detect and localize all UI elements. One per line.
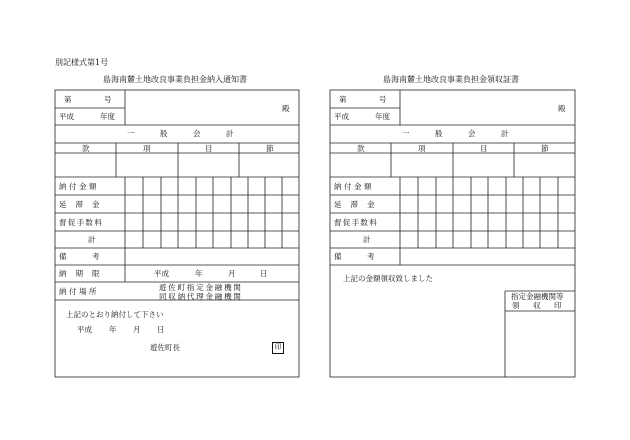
right-note: 上記の金額領収致しました (343, 274, 433, 283)
left-row-amount: 納付金額 (59, 182, 99, 191)
left-date-day: 日 (157, 325, 165, 334)
right-header-kou: 項 (418, 144, 426, 153)
left-issuer: 遊佐町長 (150, 343, 180, 352)
left-place-1: 遊佐町指定金融機関 (159, 283, 243, 292)
right-account: 一 般 会 計 (402, 129, 518, 138)
right-row-late-fee: 延滞金 (334, 200, 384, 209)
right-year-prefix: 平成 (334, 112, 349, 121)
left-no-suffix: 号 (104, 95, 112, 104)
left-row-late-fee: 延滞金 (59, 200, 109, 209)
left-year-prefix: 平成 (59, 112, 74, 121)
left-header-moku: 目 (205, 144, 213, 153)
right-stamp-line-2: 領 収 印 (512, 301, 565, 310)
right-header-moku: 目 (480, 144, 488, 153)
left-due-era: 平成 (154, 269, 169, 278)
left-year-suffix: 年度 (100, 112, 115, 121)
right-year-suffix: 年度 (375, 112, 390, 121)
right-stamp-line-1: 指定金融機関等 (511, 292, 564, 301)
right-header-setsu: 節 (541, 144, 549, 153)
right-addressee-suffix: 殿 (558, 104, 566, 113)
left-header-kan: 款 (82, 144, 90, 153)
right-row-amount: 納付金額 (334, 182, 374, 191)
right-row-reminder-fee: 督促手数料 (334, 218, 378, 227)
left-due-month: 月 (228, 269, 236, 278)
left-remarks-label: 備 考 (59, 252, 109, 261)
left-date-era: 平成 (77, 325, 92, 334)
left-account: 一 般 会 計 (127, 129, 243, 138)
left-header-kou: 項 (143, 144, 151, 153)
left-date-month: 月 (133, 325, 141, 334)
left-row-reminder-fee: 督促手数料 (59, 218, 103, 227)
left-date-year: 年 (109, 325, 117, 334)
left-place-label: 納付場所 (59, 287, 99, 296)
left-due-day: 日 (260, 269, 268, 278)
left-addressee-suffix: 殿 (282, 104, 290, 113)
right-remarks-label: 備 考 (334, 252, 384, 261)
right-no-suffix: 号 (379, 95, 387, 104)
right-no-label: 第 (339, 95, 347, 104)
left-header-setsu: 節 (266, 144, 274, 153)
left-row-total: 計 (88, 235, 96, 244)
left-due-year: 年 (195, 269, 203, 278)
right-title: 島海南麓土地改良事業負担金領収証書 (383, 75, 519, 84)
left-due-label: 納期限 (59, 269, 109, 278)
left-note: 上記のとおり納付して下さい (66, 310, 164, 319)
left-no-label: 第 (64, 95, 72, 104)
form-number: 別記様式第1号 (55, 58, 109, 67)
left-place-2: 同収納代理金融機関 (159, 292, 243, 301)
left-seal: 印 (272, 342, 284, 354)
right-header-kan: 款 (357, 144, 365, 153)
right-row-total: 計 (363, 235, 371, 244)
left-title: 島海南麓土地改良事業負担金納入通知書 (103, 75, 247, 84)
